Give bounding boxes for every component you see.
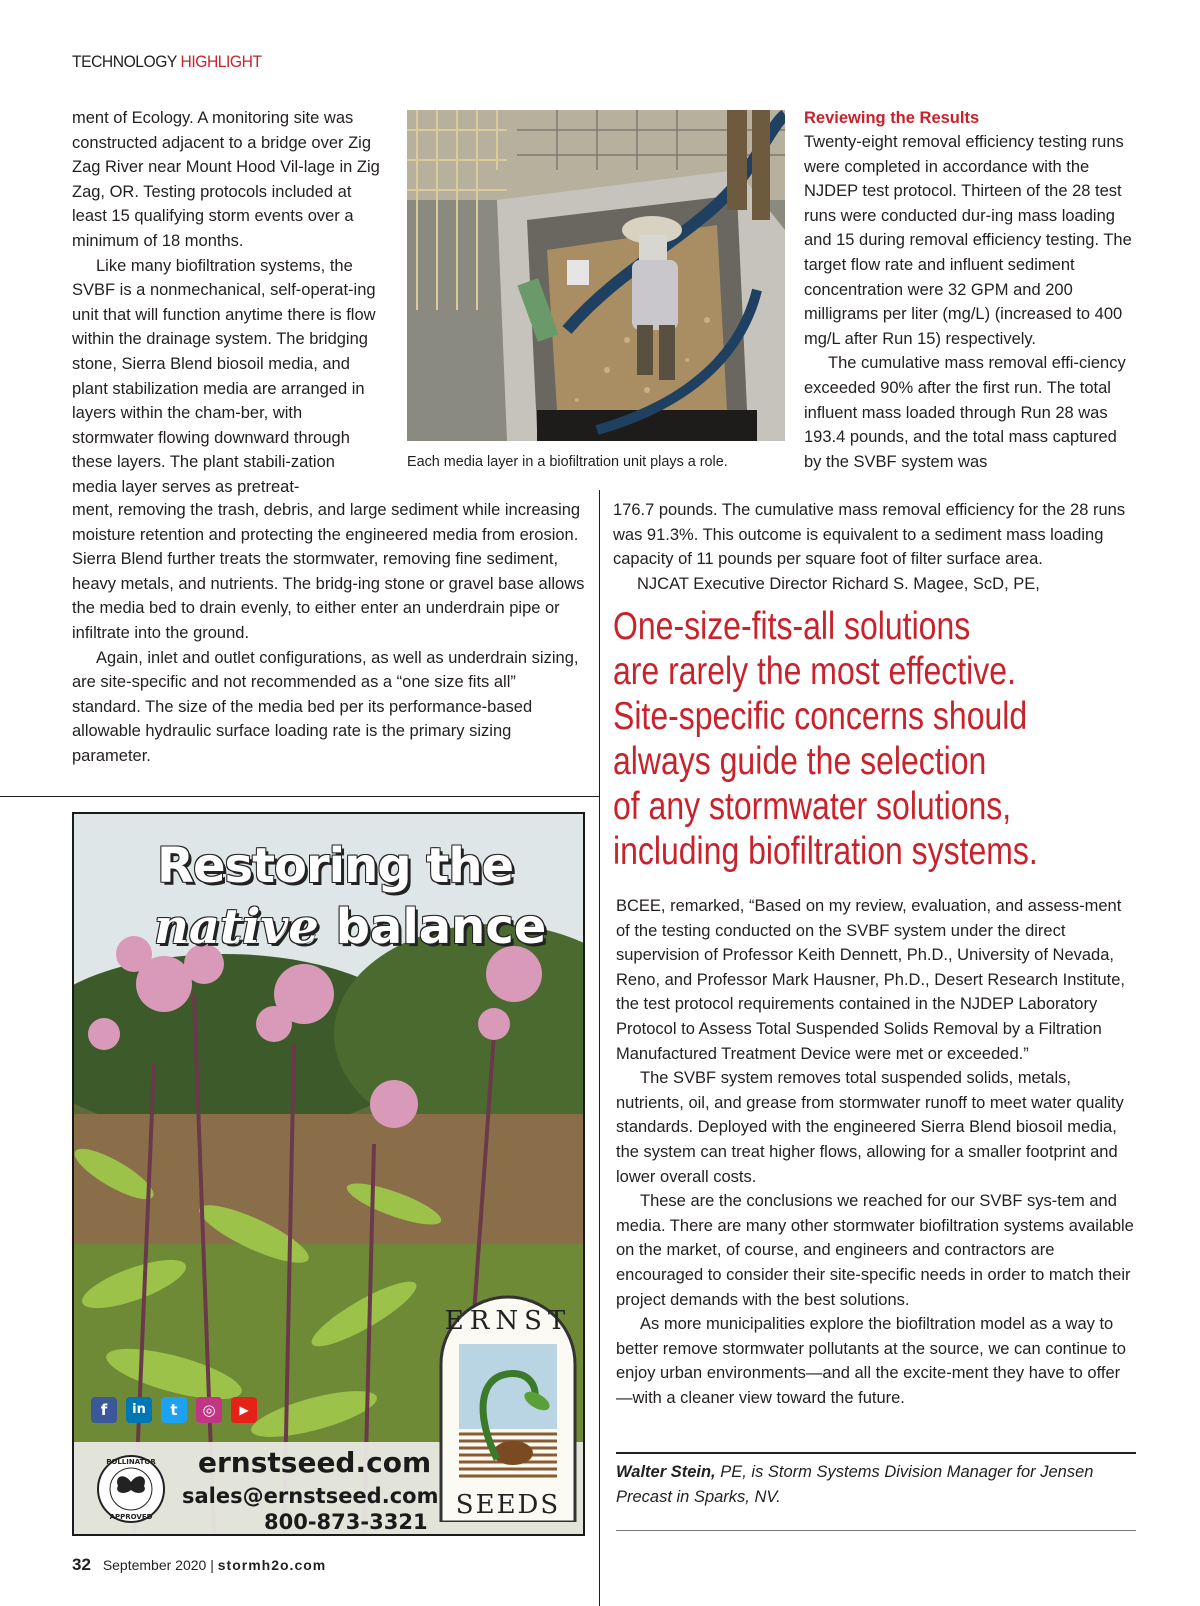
site-link[interactable]: stormh2o.com xyxy=(217,1557,327,1573)
page-number: 32 xyxy=(72,1555,91,1574)
pull-quote-line: Site-specific concerns should xyxy=(613,695,1028,738)
facebook-icon[interactable]: f xyxy=(91,1397,117,1423)
paragraph: As more municipalities explore the biofiltration model as a way to better remove stormwater pollutants at the source, we can continue to enjoy urban environments—and all the excite-ment they have to offer—with a cleaner view toward the future. xyxy=(616,1315,1126,1407)
ernst-seeds-advertisement[interactable] xyxy=(72,812,585,1536)
ad-divider xyxy=(0,796,599,797)
ad-headline: Restoring the xyxy=(157,838,514,894)
author-name: Walter Stein, xyxy=(616,1463,716,1481)
paragraph: These are the conclusions we reached for our SVBF sys-tem and media. There are many other stormwater biofiltration systems available on the market, of course, and engineers and contractors are encouraged to consider their site-specific needs in order to match their project demands with the best solutions. xyxy=(616,1192,1134,1309)
byline-bottom-rule xyxy=(616,1530,1136,1531)
badge-bottom-text: APPROVED xyxy=(109,1513,153,1521)
linkedin-icon[interactable]: in xyxy=(126,1397,152,1423)
pull-quote-line: of any stormwater solutions, xyxy=(613,785,1012,828)
byline-rule xyxy=(616,1452,1136,1454)
paragraph: Again, inlet and outlet configurations, as well as underdrain sizing, are site-specific and not recommended as a “one size fits all” standard. The size of the media bed per its performance-based allowable hydraulic surface loading rate is the primary sizing parameter. xyxy=(72,648,579,765)
footer-separator: | xyxy=(210,1557,218,1573)
section-highlight: HIGHLIGHT xyxy=(180,52,262,71)
twitter-icon[interactable]: t xyxy=(161,1397,187,1423)
pull-quote xyxy=(613,604,1048,874)
author-byline xyxy=(616,1460,1136,1509)
paragraph: BCEE, remarked, “Based on my review, evaluation, and assess-ment of the testing conducted on the SVBF system under the direct supervision of Professor Keith Dennett, Ph.D., University of Nevada, Reno, and Professor Mark Hausner, Ph.D., Desert Research Institute, the test protocol requirements contained in the NJDEP Laboratory Protocol to Assess Total Suspended Solids Removal by a Filtration Manufactured Treatment Device were met or exceeded.” xyxy=(616,897,1125,1063)
issue-date: September 2020 xyxy=(102,1557,207,1573)
paragraph: 176.7 pounds. The cumulative mass removal efficiency for the 28 runs was 91.3%. This outcome is equivalent to a sediment mass loading capacity of 11 pounds per square foot of filter surface area. xyxy=(613,501,1126,569)
pull-quote-line: always guide the selection xyxy=(613,740,987,783)
ad-phone: 800-873-3321 xyxy=(264,1510,428,1534)
author-bio: PE, is Storm Systems Division Manager for Jensen Precast in Sparks, NV. xyxy=(616,1463,1094,1506)
ad-website-link[interactable]: ernstseed.com xyxy=(198,1446,432,1479)
column-2-lower xyxy=(613,498,1136,596)
photo-caption: Each media layer in a biofiltration unit plays a role. xyxy=(407,454,728,470)
logo-top-text: ERNST xyxy=(444,1306,572,1336)
section-header xyxy=(72,52,262,72)
pull-quote-line: including biofiltration systems. xyxy=(613,830,1038,873)
ad-headline-script: native xyxy=(154,899,319,955)
ad-headline-word: balance xyxy=(335,899,547,955)
ad-headline-2 xyxy=(154,899,546,955)
pull-quote-line: One-size-fits-all solutions xyxy=(613,605,971,648)
pollinator-approved-badge xyxy=(96,1454,166,1524)
badge-top-text: POLLINATOR xyxy=(106,1458,156,1466)
paragraph: The SVBF system removes total suspended solids, metals, nutrients, oil, and grease from stormwater runoff to meet water quality standards. Deployed with the engineered Sierra Blend biosoil media, the system can treat higher flows, allowing for a smaller footprint and lower overall costs. xyxy=(616,1069,1124,1186)
subhead: Reviewing the Results xyxy=(804,109,980,127)
column-divider xyxy=(599,490,600,1606)
paragraph: NJCAT Executive Director Richard S. Magee, ScD, PE, xyxy=(637,574,1040,593)
paragraph: ment, removing the trash, debris, and large sediment while increasing moisture retention and protecting the engineered media from erosion. Sierra Blend further treats the stormwater, removing fine sediment, heavy metals, and nutrients. The bridg-ing stone or gravel base allows the media bed to drain evenly, to either enter an underdrain pipe or infiltrate into the ground. xyxy=(72,501,585,642)
biofiltration-photo xyxy=(407,110,785,441)
paragraph: ment of Ecology. A monitoring site was constructed adjacent to a bridge over Zig Zag River near Mount Hood Vil-lage in Zig Zag, OR. Testing protocols included at least 15 qualifying storm events over a minimum of 18 months. xyxy=(72,109,380,250)
logo-bottom-text: SEEDS xyxy=(455,1490,561,1520)
paragraph: Twenty-eight removal efficiency testing runs were completed in accordance with the NJDEP test protocol. Thirteen of the 28 test runs were conducted dur-ing mass loading and 15 during removal efficiency testing. The target flow rate and influent sediment concentration were 32 GPM and 200 milligrams per liter (mg/L) (increased to 400 mg/L after Run 15) respectively. xyxy=(804,133,1132,348)
column-3-upper xyxy=(804,106,1136,474)
photo-illustration xyxy=(407,110,785,441)
instagram-icon[interactable]: ◎ xyxy=(196,1397,222,1423)
ad-email-link[interactable]: sales@ernstseed.com xyxy=(182,1484,439,1508)
youtube-icon[interactable]: ▶ xyxy=(231,1397,257,1423)
page-footer xyxy=(72,1555,326,1575)
paragraph: The cumulative mass removal effi-ciency exceeded 90% after the first run. The total influent mass loaded through Run 28 was 193.4 pounds, and the total mass captured by the SVBF system was xyxy=(804,354,1126,471)
column-2-continued xyxy=(616,894,1136,1410)
column-1-upper xyxy=(72,106,382,500)
pull-quote-line: are rarely the most effective. xyxy=(613,650,1016,693)
ernst-seeds-logo xyxy=(437,1289,579,1522)
column-1-lower xyxy=(72,498,588,769)
paragraph: Like many biofiltration systems, the SVBF is a nonmechanical, self-operat-ing unit that will function anytime there is flow within the drainage system. The bridging stone, Sierra Blend biosoil media, and plant stabilization media are arranged in layers within the cham-ber, with stormwater flowing downward through these layers. The plant stabili-zation media layer serves as pretreat- xyxy=(72,256,376,496)
section-label: TECHNOLOGY xyxy=(72,52,177,71)
